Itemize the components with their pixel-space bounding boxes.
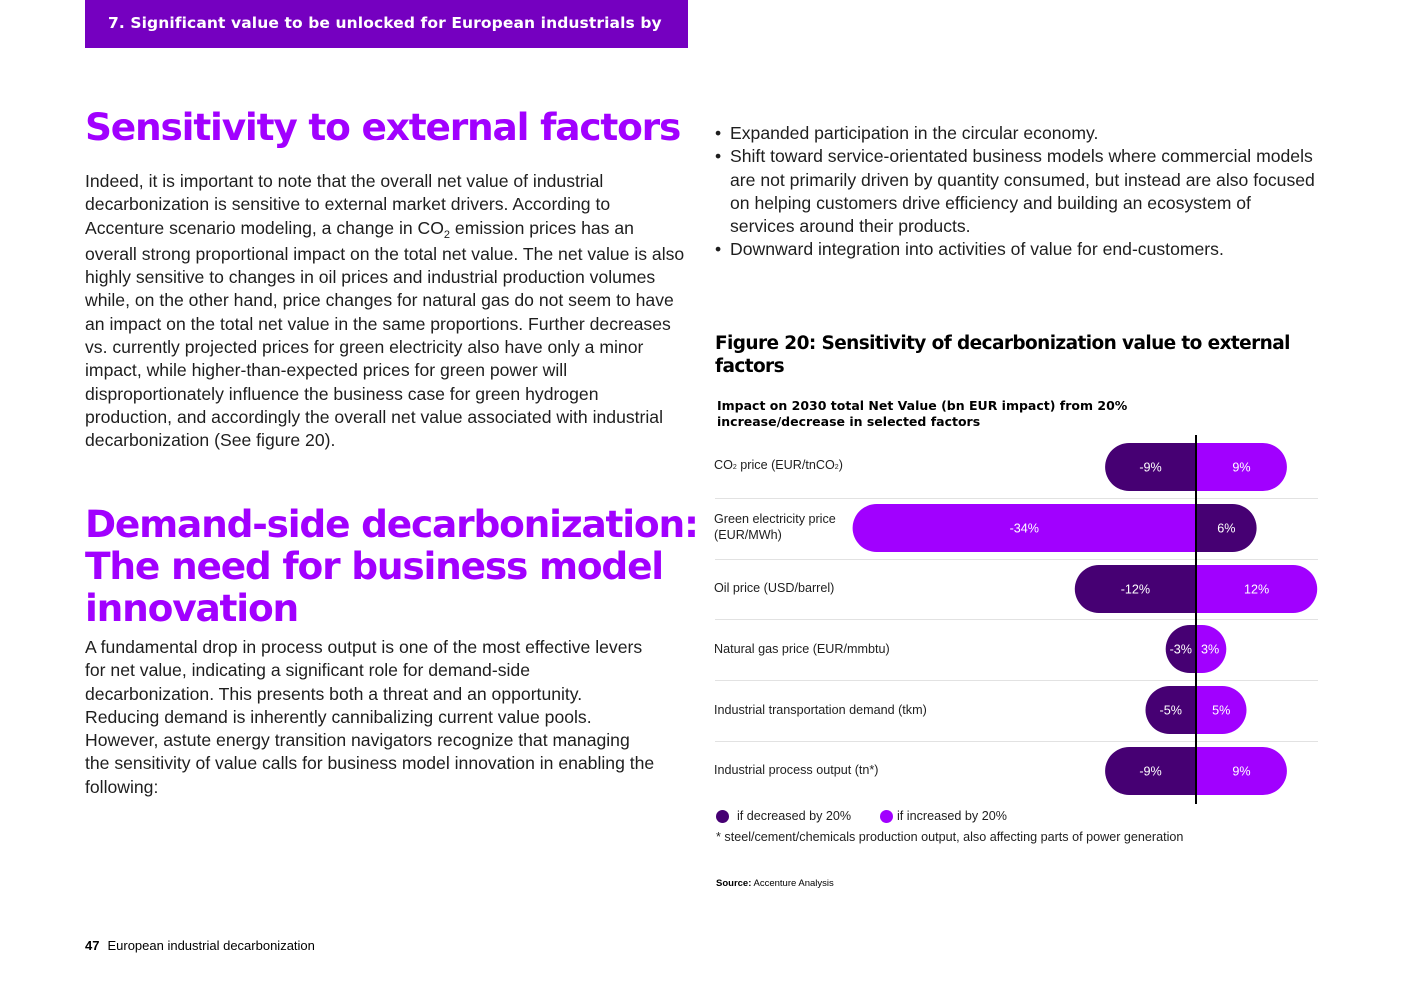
category-label-transportation: Industrial transportation demand (tkm) bbox=[714, 703, 927, 717]
page-number: 47 bbox=[85, 938, 100, 953]
data-label-decreased: -12% bbox=[1120, 582, 1151, 597]
bullet-item: • Shift toward service-orientated business models where commercial models are not primarily driven by quantity consumed, but instead are also focused on helping customers drive efficiency and building an ecosystem of services around their products. bbox=[715, 145, 1315, 238]
legend-swatch-decreased bbox=[716, 810, 729, 823]
section-banner: 7. Significant value to be unlocked for European industrials by 2030 bbox=[85, 0, 688, 48]
bullet-item: • Downward integration into activities of value for end-customers. bbox=[715, 238, 1315, 261]
heading-line-1: Demand-side decarbonization: bbox=[85, 502, 698, 546]
legend-swatch-increased bbox=[880, 810, 893, 823]
data-label-increased: 5% bbox=[1212, 703, 1231, 718]
heading-line-3: innovation bbox=[85, 586, 299, 630]
data-label-increased: 3% bbox=[1201, 642, 1220, 657]
data-label-increased: 9% bbox=[1232, 460, 1251, 475]
category-label-process-output: Industrial process output (tn*) bbox=[714, 763, 879, 777]
data-label-decreased: -5% bbox=[1159, 703, 1182, 718]
heading-sensitivity: Sensitivity to external factors bbox=[85, 105, 681, 149]
paragraph-part-a: Indeed, it is important to note that the overall net value of industrial decarbonization is sensitive to external market drivers. According to Accenture scenario modeling, a change in CO bbox=[85, 171, 611, 238]
bullet-item: • Expanded participation in the circular economy. bbox=[715, 122, 1315, 145]
figure-title: Figure 20: Sensitivity of decarbonization value to external factors bbox=[715, 333, 1290, 377]
chart-source: Source: Accenture Analysis bbox=[716, 878, 834, 889]
document-title: European industrial decarbonization bbox=[107, 938, 315, 953]
data-label-decreased: -34% bbox=[1009, 521, 1040, 536]
data-label-decreased: -9% bbox=[1139, 460, 1162, 475]
data-label-decreased: -9% bbox=[1139, 764, 1162, 779]
chart-footnote: * steel/cement/chemicals production output, also affecting parts of power generation bbox=[716, 830, 1184, 844]
subscript-2: 2 bbox=[443, 228, 451, 241]
page-footer bbox=[85, 938, 315, 953]
data-label-increased: 6% bbox=[1217, 521, 1236, 536]
heading-line-2: The need for business model bbox=[85, 544, 663, 588]
paragraph-demand-side: A fundamental drop in process output is one of the most effective levers for net value, indicating a significant role for demand-side decarbonization. This presents both a threat and an opportunity. Reducing demand is inherently cannibalizing current value pools. However, astute energy transition navigators recognize that managing the sensitivity of value calls for business model innovation in enabling the following: bbox=[85, 637, 655, 797]
category-label-co2: CO2 price (EUR/tnCO2) bbox=[714, 458, 843, 472]
category-label-oil: Oil price (USD/barrel) bbox=[714, 581, 835, 595]
data-label-increased: 9% bbox=[1232, 764, 1251, 779]
category-label-natural-gas: Natural gas price (EUR/mmbtu) bbox=[714, 642, 890, 656]
chart-subtitle: Impact on 2030 total Net Value (bn EUR impact) from 20% increase/decrease in selected factors bbox=[717, 398, 1128, 429]
paragraph-part-b: emission prices has an overall strong proportional impact on the total net value. The net value is also highly sensitive to changes in oil prices and industrial production volumes while, on the other hand, price changes for natural gas do not seem to have an impact on the total net value in the same proportions. Further decreases vs. currently projected prices for green electricity also have only a minor impact, while higher-than-expected prices for green power will disproportionately influence the business case for green hydrogen production, and accordingly the overall net value associated with industrial decarbonization (See figure 20). bbox=[85, 217, 685, 451]
data-label-increased: 12% bbox=[1243, 582, 1270, 597]
legend-label-increased: if increased by 20% bbox=[897, 809, 1007, 823]
data-label-decreased: -3% bbox=[1169, 642, 1192, 657]
category-label-green-electricity: Green electricity price (EUR/MWh) bbox=[714, 512, 836, 542]
legend-label-decreased: if decreased by 20% bbox=[737, 809, 852, 823]
